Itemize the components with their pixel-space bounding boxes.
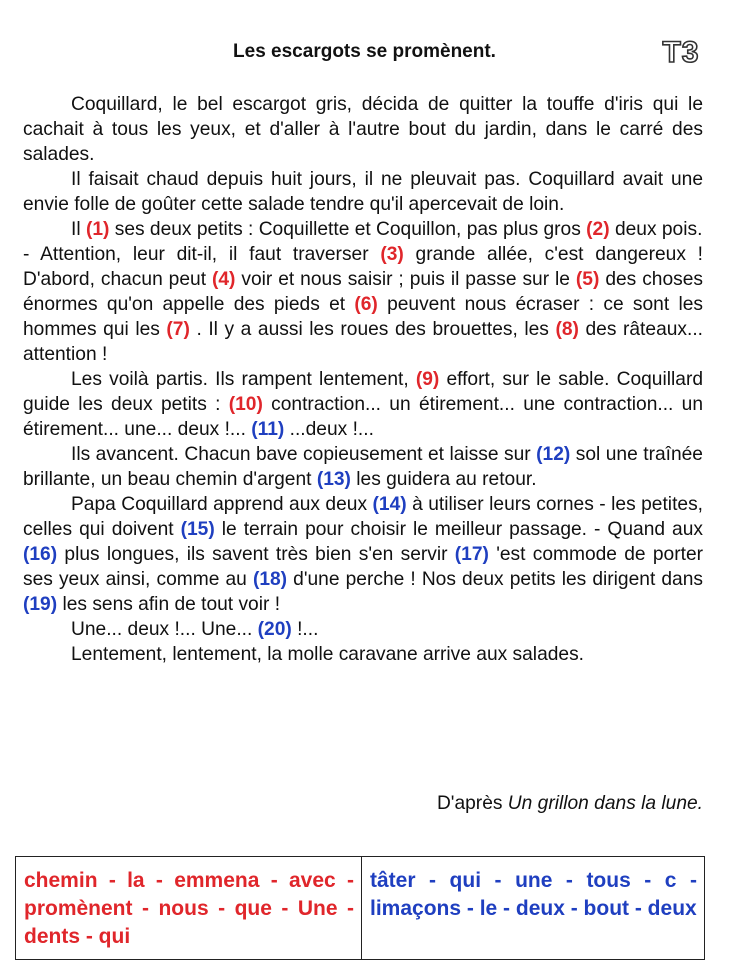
story-text-segment: Il faisait chaud depuis huit jours, il ne pleuvait pas. Coquillard avait une envie folle de goûter cette salade tendre qu'il apercevait de loin. bbox=[23, 169, 703, 215]
story-text-segment: deux pois. bbox=[609, 219, 703, 240]
story-paragraph bbox=[23, 167, 703, 217]
story-text-segment: des choses énormes qu'on appelle des pieds et bbox=[23, 269, 703, 315]
blank-number: (11) bbox=[251, 419, 285, 440]
story-text-segment: les guidera au retour. bbox=[350, 469, 537, 490]
story-paragraph bbox=[23, 217, 703, 242]
page-title: Les escargots se promènent. bbox=[233, 41, 496, 62]
story-paragraph bbox=[23, 242, 703, 367]
story-text-segment: grande allée, c'est dangereux ! D'abord, chacun peut bbox=[23, 244, 703, 290]
blank-number: (6) bbox=[354, 294, 378, 315]
story-text-segment: peuvent nous écraser : ce sont les hommes qui les bbox=[23, 294, 703, 340]
story-text-segment: Lentement, lentement, la molle caravane arrive aux salades. bbox=[71, 644, 585, 665]
story-paragraph bbox=[23, 92, 703, 167]
blank-number: (18) bbox=[252, 569, 288, 590]
blank-number: (12) bbox=[536, 444, 571, 465]
story-paragraph bbox=[23, 442, 703, 492]
story-text-segment: - Attention, leur dit-il, il faut traverser bbox=[23, 244, 381, 265]
blank-number: (10) bbox=[228, 394, 263, 415]
story-paragraph bbox=[23, 492, 703, 617]
story-text-segment: plus longues, ils savent très bien s'en servir bbox=[57, 544, 455, 565]
story-text bbox=[23, 92, 703, 667]
story-text-segment: ...deux !... bbox=[284, 419, 374, 440]
blank-number: (4) bbox=[211, 269, 236, 290]
story-text-segment: effort, sur le sable. Coquillard guide les deux petits : bbox=[23, 369, 704, 415]
story-text-segment: des râteaux... attention ! bbox=[23, 319, 703, 365]
story-text-segment: . Il y a aussi les roues des brouettes, les bbox=[189, 319, 556, 340]
level-tag: T3 bbox=[662, 36, 700, 69]
source-prefix: D'après bbox=[436, 793, 508, 814]
blank-number: (13) bbox=[316, 469, 351, 490]
story-text-segment: Papa Coquillard apprend aux deux bbox=[71, 494, 373, 515]
story-text-segment: les sens afin de tout voir ! bbox=[57, 594, 281, 615]
word-bank bbox=[15, 856, 705, 960]
blank-number: (1) bbox=[85, 219, 110, 240]
story-text-segment: à utiliser leurs cornes - les petites, celles qui doivent bbox=[23, 494, 703, 540]
blank-number: (8) bbox=[555, 319, 579, 340]
word-bank-red: chemin - la - emmena - avec - promènent - nous - que - Une - dents - qui bbox=[16, 857, 362, 959]
story-text-segment: d'une perche ! Nos deux petits les dirigent dans bbox=[287, 569, 703, 590]
word-bank-blue: tâter - qui - une - tous - c - limaçons - le - deux - bout - deux bbox=[370, 869, 697, 920]
story-text-segment: 'est commode de porter ses yeux ainsi, comme au bbox=[23, 544, 704, 590]
blank-number: (9) bbox=[415, 369, 440, 390]
story-text-segment: contraction... un étirement... une contraction... un étirement... une... deux !... bbox=[23, 394, 704, 440]
blank-number: (15) bbox=[180, 519, 215, 540]
blank-number: (5) bbox=[575, 269, 600, 290]
source-work: Un grillon dans la lune. bbox=[507, 793, 703, 814]
blank-number: (3) bbox=[380, 244, 404, 265]
blank-number: (17) bbox=[454, 544, 489, 565]
source-credit bbox=[437, 791, 703, 816]
story-text-segment: le terrain pour choisir le meilleur passage. - Quand aux bbox=[214, 519, 703, 540]
story-text-segment: sol une traînée brillante, un beau chemin d'argent bbox=[23, 444, 703, 490]
story-text-segment: Coquillard, le bel escargot gris, décida de quitter la touffe d'iris qui le cachait à tous les yeux, et d'aller à l'autre bout du jardin, dans le carré des salades. bbox=[23, 94, 703, 165]
blank-number: (2) bbox=[586, 219, 610, 240]
blank-number: (16) bbox=[23, 544, 58, 565]
blank-number: (7) bbox=[166, 319, 190, 340]
story-text-segment: !... bbox=[291, 619, 319, 640]
story-text-segment: voir et nous saisir ; puis il passe sur le bbox=[235, 269, 576, 290]
story-paragraph bbox=[23, 617, 703, 642]
story-text-segment: Une... deux !... Une... bbox=[71, 619, 258, 640]
story-text-segment: Les voilà partis. Ils rampent lentement, bbox=[71, 369, 416, 390]
blank-number: (19) bbox=[23, 594, 58, 615]
story-paragraph bbox=[23, 642, 703, 667]
story-text-segment: Ils avancent. Chacun bave copieusement et laisse sur bbox=[71, 444, 537, 465]
story-text-segment: ses deux petits : Coquillette et Coquillon, pas plus gros bbox=[109, 219, 587, 240]
story-paragraph bbox=[23, 367, 703, 442]
blank-number: (20) bbox=[257, 619, 292, 640]
blank-number: (14) bbox=[372, 494, 407, 515]
story-text-segment: Il bbox=[71, 219, 86, 240]
